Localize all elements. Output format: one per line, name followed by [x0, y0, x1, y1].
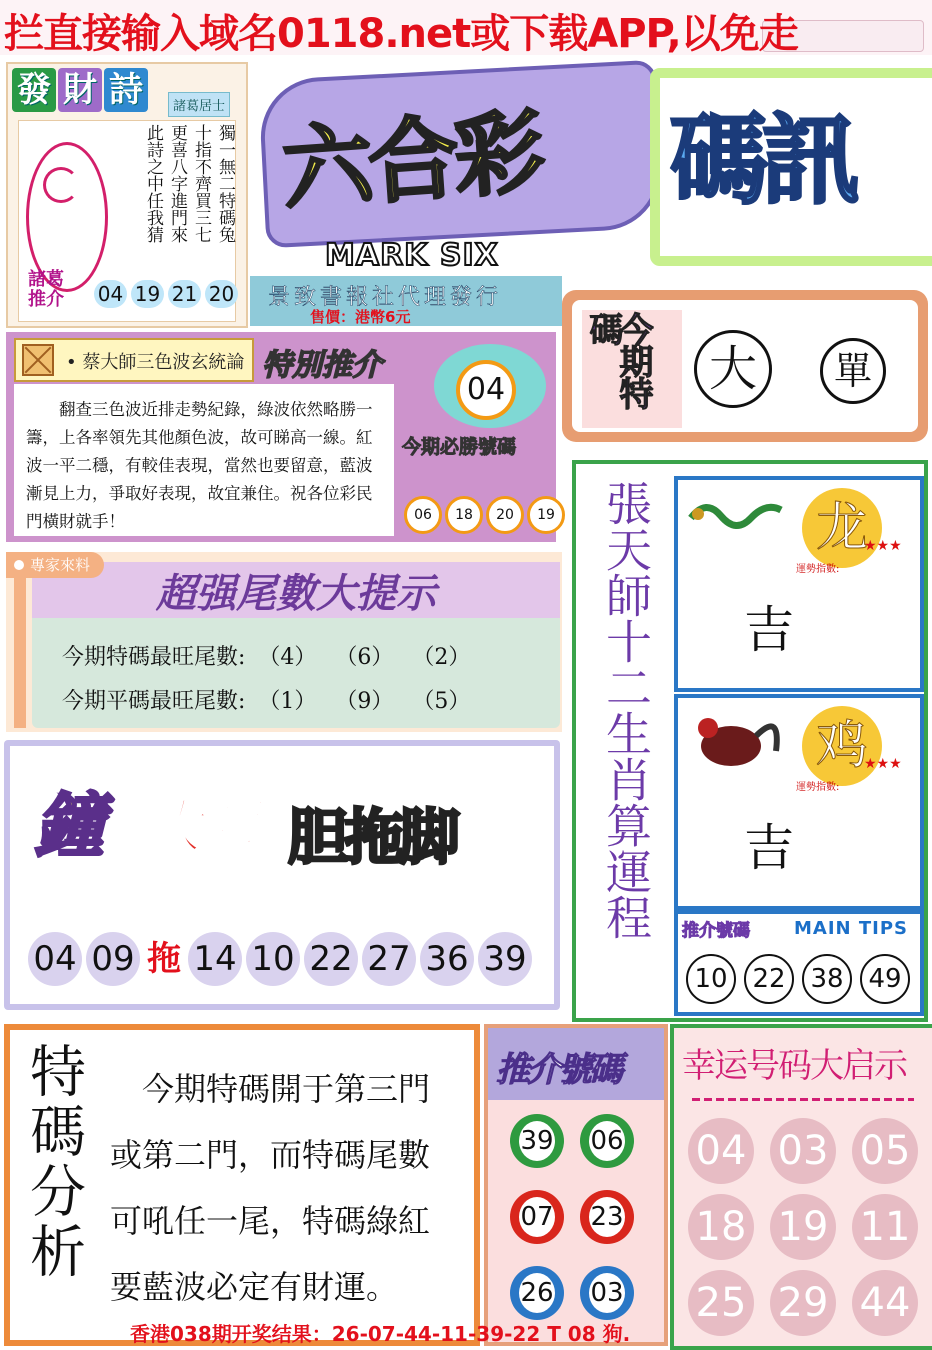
luck-label: 運勢指數: [796, 564, 840, 575]
poem-author: 諸葛居士 [168, 92, 230, 117]
tail-value: （5） [412, 689, 471, 714]
cai-header-text: • 蔡大師三色波玄統論 [66, 352, 245, 373]
poem-title-char: 財 [58, 68, 102, 112]
lucky-ball: 18 [688, 1194, 754, 1260]
star-rating-icon: ★★★ [864, 538, 902, 554]
big-small-circle: 大 [694, 330, 772, 408]
recommend-ball-number: 07 [519, 1197, 555, 1237]
bullet-icon [14, 560, 24, 570]
number-ball: 04 [94, 280, 127, 308]
number-ball: 20 [486, 496, 524, 534]
verse-line: 此詩之中任我猜 [143, 124, 163, 243]
recommend-ball-number: 03 [589, 1273, 625, 1313]
zhong-logo-c: 胆拖脚 [288, 803, 456, 873]
tail-row [62, 640, 476, 671]
recommend-title: 推介號碼 [496, 1050, 620, 1090]
fortune-poem-card [6, 62, 248, 328]
dragon-icon [686, 488, 786, 548]
luck-label: 運勢指數: [796, 782, 840, 793]
tuo-label: 拖 [147, 939, 181, 979]
tips-label: 推介號碼 [682, 921, 750, 941]
expert-tag-text: 專家來料 [30, 556, 91, 574]
lucky-ball: 29 [770, 1270, 836, 1336]
poem-title-char: 詩 [104, 68, 148, 112]
tail-row [62, 684, 476, 715]
special-code-label: 今期特碼 [583, 312, 653, 408]
tail-value: （1） [258, 689, 317, 714]
analysis-line: 要藍波必定有財運。 [110, 1268, 399, 1306]
expert-side-bar [14, 578, 26, 728]
lucky-ball: 11 [852, 1194, 918, 1260]
number-ball: 20 [205, 280, 238, 308]
masthead-logo [262, 70, 662, 240]
recommend-ball [510, 1190, 564, 1244]
special-code-label-box [582, 310, 682, 428]
zodiac-card-rooster [674, 694, 924, 910]
number-ball: 22 [744, 954, 794, 1004]
zhong-numbers [28, 932, 532, 986]
dashed-divider [692, 1098, 914, 1101]
special-recommend-title: 特別推介 [262, 348, 382, 383]
number-ball: 04 [28, 932, 82, 986]
poem-title [12, 68, 148, 112]
lucky-ball: 04 [688, 1118, 754, 1184]
recommend-ball-number: 26 [519, 1273, 555, 1313]
lucky-grid [688, 1118, 922, 1336]
recommend-ball [510, 1266, 564, 1320]
code-news-title: 碼訊 [670, 104, 855, 218]
recommend-ball [510, 1114, 564, 1168]
zodiac-badge: 龙 [802, 488, 882, 568]
number-ball: 09 [86, 932, 140, 986]
poem-numbers [94, 280, 238, 308]
rooster-icon [686, 706, 786, 776]
number-ball: 06 [404, 496, 442, 534]
lucky-ball: 25 [688, 1270, 754, 1336]
zhong-logo-b: 大師 [144, 793, 253, 861]
poem-title-char: 發 [12, 68, 56, 112]
recommend-ball [580, 1266, 634, 1320]
number-ball: 19 [527, 496, 565, 534]
analysis-line: 或第二門，而特碼尾數 [110, 1136, 431, 1174]
number-ball: 27 [362, 932, 416, 986]
recommend-header [488, 1028, 664, 1100]
poem-recommend-label: 諸葛推介 [28, 269, 64, 310]
lucky-ball: 05 [852, 1118, 918, 1184]
zhong-master-section [4, 740, 560, 1010]
recommend-ball [580, 1114, 634, 1168]
zodiac-verdict: 吉 [744, 819, 794, 877]
lucky-ball: 19 [770, 1194, 836, 1260]
zodiac-badge: 鸡 [802, 706, 882, 786]
analysis-line: 今期特碼開于第三門 [142, 1070, 431, 1108]
recommend-numbers-box [484, 1024, 668, 1346]
tail-row-label: 今期平碼最旺尾數: [62, 689, 246, 714]
tail-value: （4） [258, 645, 317, 670]
lucky-ball: 44 [852, 1270, 918, 1336]
top-banner [0, 0, 932, 55]
lucky-title: 幸运号码大启示 [682, 1046, 906, 1086]
poem-verse [136, 124, 236, 243]
number-ball: 36 [420, 932, 474, 986]
number-ball: 19 [131, 280, 164, 308]
checkbox-icon [22, 344, 54, 376]
featured-ball: 04 [456, 360, 516, 420]
masthead-title: 六合彩 [279, 100, 544, 223]
number-ball: 21 [168, 280, 201, 308]
tail-value: （9） [335, 689, 394, 714]
main-tips-box [674, 910, 924, 1016]
zhong-logo-a: 鐘 [34, 785, 98, 867]
number-ball: 18 [445, 496, 483, 534]
odd-even-circle: 單 [820, 338, 886, 404]
cai-master-section [6, 332, 556, 542]
must-win-label: 今期必勝號碼 [402, 436, 517, 458]
tail-row-label: 今期特碼最旺尾數: [62, 645, 246, 670]
cai-body-text: 翻查三色波近排走勢紀錄，綠波依然略勝一籌，上各率領先其他顏色波，故可睇高一線。紅波一平二穩，有較佳表現，當然也要留意，藍波漸見上力，爭取好表現，故宜兼住。祝各位彩民門橫財就手！ [26, 400, 373, 531]
recommend-ball-number: 06 [589, 1121, 625, 1161]
number-ball: 38 [802, 954, 852, 1004]
tips-label-en: MAIN TIPS [794, 918, 909, 939]
special-code-analysis [4, 1024, 480, 1346]
special-code-box [562, 290, 928, 442]
tips-numbers [686, 954, 910, 1004]
lucky-ball: 03 [770, 1118, 836, 1184]
number-ball: 49 [860, 954, 910, 1004]
banner-text: 拦直接输入域名0118.net或下载APP,以免走 [4, 11, 798, 55]
zodiac-verdict: 吉 [744, 601, 794, 659]
cai-header [14, 338, 254, 382]
must-win-numbers [404, 496, 565, 534]
analysis-label: 特碼分析 [21, 1042, 86, 1282]
tail-value: （2） [412, 645, 471, 670]
zhang-title: 張天師十二生肖算運程 [599, 480, 653, 940]
analysis-line: 可吼任一尾，特碼綠紅 [110, 1202, 431, 1240]
number-ball: 10 [686, 954, 736, 1004]
expert-title: 超强尾數大提示 [156, 571, 436, 617]
expert-tail-section [6, 552, 562, 732]
zodiac-card-dragon [674, 476, 924, 692]
recommend-ball-number: 39 [519, 1121, 555, 1161]
star-rating-icon: ★★★ [864, 756, 902, 772]
recommend-ball-number: 23 [589, 1197, 625, 1237]
verse-line: 十指不齊買三七 [191, 124, 211, 243]
tail-value: （6） [335, 645, 394, 670]
lucky-numbers-box [670, 1024, 932, 1350]
agent-bar [250, 276, 562, 326]
recommend-ball [580, 1190, 634, 1244]
draw-result-text: 香港038期开奖结果：26-07-44-11-39-22 T 08 狗. [130, 1322, 631, 1346]
mark-six-subtitle: MARK SIX [325, 238, 499, 273]
verse-line: 獨一無二特碼兔 [215, 124, 235, 243]
number-ball: 10 [246, 932, 300, 986]
zhang-zodiac-section [572, 460, 928, 1022]
number-ball: 39 [478, 932, 532, 986]
analysis-label-box [14, 1038, 92, 1338]
number-ball: 22 [304, 932, 358, 986]
analysis-body [110, 1056, 470, 1320]
agent-text: 景致書報社代理發行 [268, 285, 503, 310]
verse-line: 更喜八字進門來 [167, 124, 187, 243]
number-ball: 14 [188, 932, 242, 986]
cai-body [14, 384, 394, 536]
price-text: 售價：港幣6元 [310, 308, 411, 326]
